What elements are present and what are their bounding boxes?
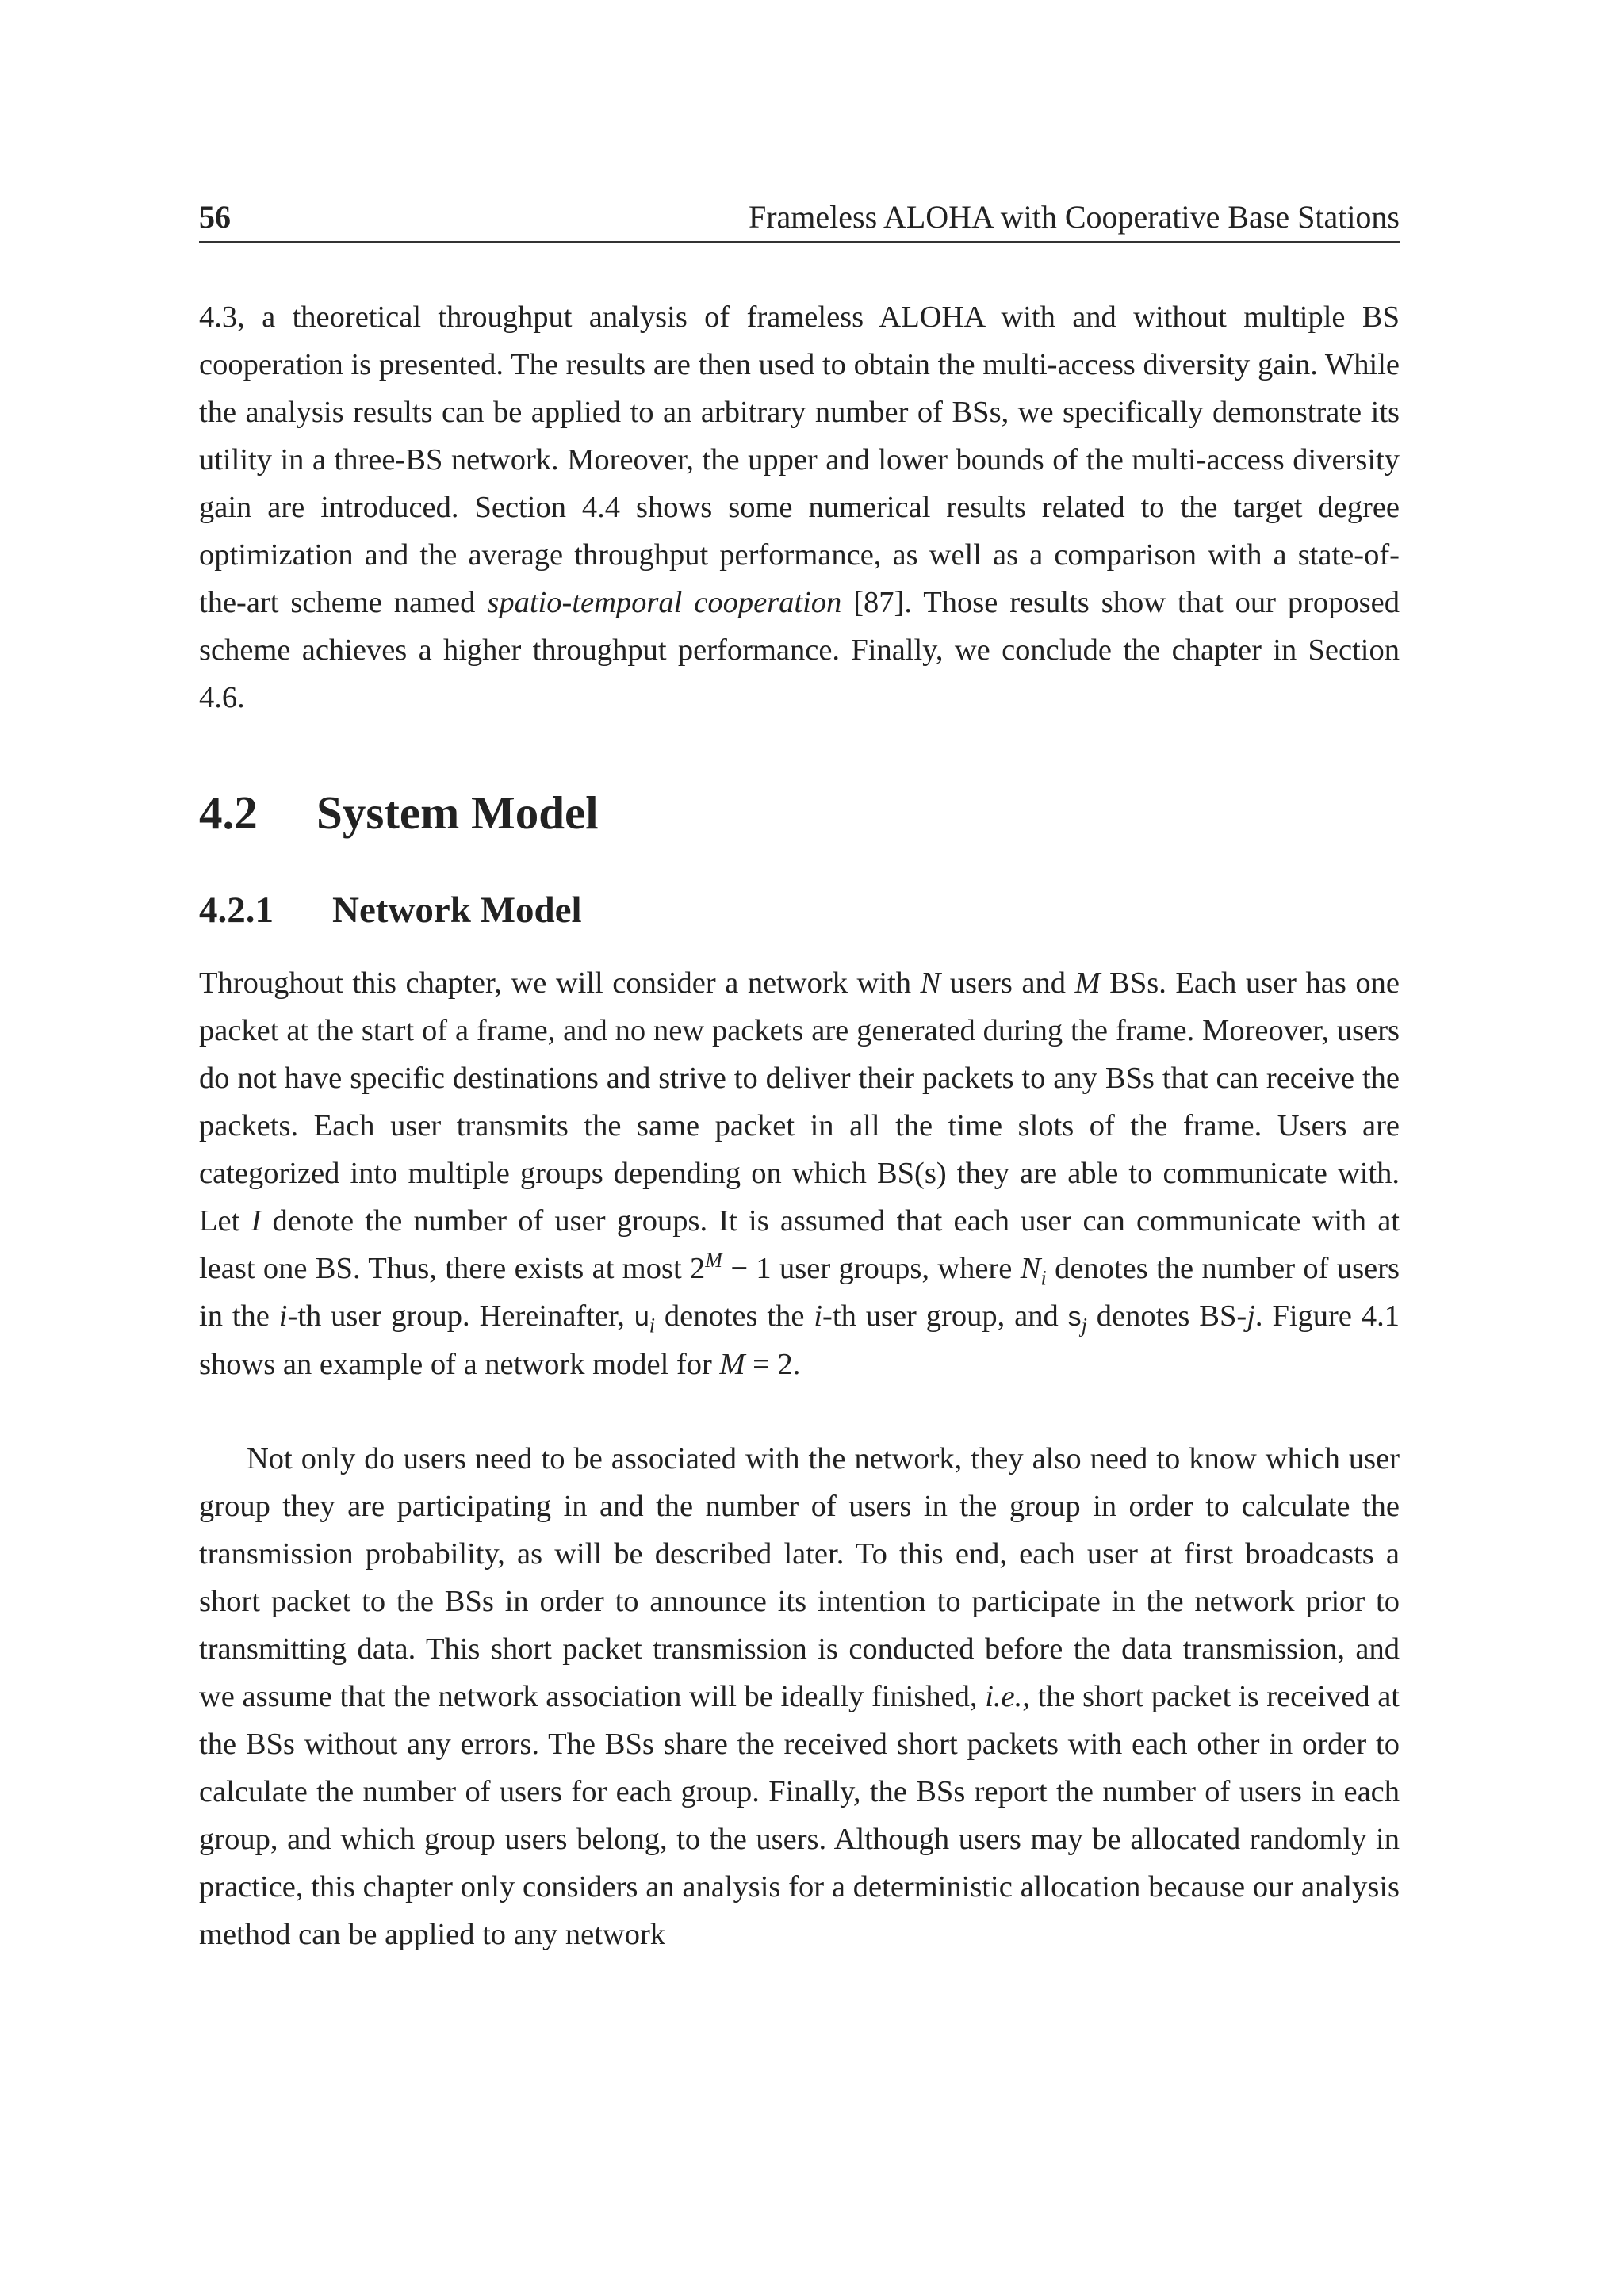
intro-text-1: 4.3, a theoretical throughput analysis of frameless ALOHA with and without multiple BS cooperation is presented. The results are then used to obtain the multi-access diversity gain. While the analysis results can be applied to an arbitrary number of BSs, we specifically demonstrate its utility in a three-BS network. Moreover, the upper and lower bounds of the multi-access diversity gain are introduced. Section 4.4 shows some numerical results related to the target degree optimization and the average throughput performance, as well as a comparison with a state-of-the-art scheme named xyxy=(199,300,1400,619)
italic-abbrev: i.e. xyxy=(985,1680,1023,1713)
math-var: N xyxy=(920,966,941,1000)
intro-paragraph xyxy=(199,293,1400,721)
text-run: denote the number of user groups. It is assumed that each user can communicate with at least one BS. Thus, there exists at most 2 xyxy=(199,1204,1400,1285)
math-symbol-u: u xyxy=(634,1302,649,1332)
math-var: M xyxy=(719,1348,745,1381)
association-paragraph xyxy=(199,1435,1400,1958)
text-run: -th user group. Hereinafter, xyxy=(287,1299,634,1333)
math-symbol-s: s xyxy=(1067,1302,1082,1332)
text-run: -th user group, and xyxy=(822,1299,1068,1333)
text-run: BSs. Each user has one packet at the start of a frame, and no new packets are generated during the frame. Moreover, users do not have specific destinations and strive to deliver their packets to any BSs that can receive the packets. Each user transmits the same packet in all the time slots of the frame. Users are categorized into multiple groups depending on which BS(s) they are able to communicate with. Let xyxy=(199,966,1400,1238)
running-title: Frameless ALOHA with Cooperative Base Stations xyxy=(748,199,1400,235)
intro-italic-term: spatio-temporal cooperation xyxy=(487,586,842,619)
math-superscript: M xyxy=(705,1249,722,1272)
section-number: 4.2 xyxy=(199,786,258,839)
text-run: − 1 user groups, where xyxy=(722,1252,1021,1285)
text-run: Throughout this chapter, we will consider a network with xyxy=(199,966,921,1000)
text-run: denotes the xyxy=(654,1299,814,1333)
section-title: System Model xyxy=(316,786,599,839)
math-subscript: i xyxy=(649,1314,655,1337)
text-run: = 2. xyxy=(745,1348,801,1381)
text-run: users and xyxy=(940,966,1075,1000)
section-heading xyxy=(199,785,599,840)
math-var: j xyxy=(1247,1299,1255,1333)
page-number: 56 xyxy=(199,199,231,235)
math-var: M xyxy=(1074,966,1101,1000)
subsection-heading xyxy=(199,888,582,932)
math-subscript: j xyxy=(1081,1314,1087,1337)
text-run: , the short packet is received at the BSs without any errors. The BSs share the received short packets with each other in order to calculate the number of users for each group. Finally, the BSs report the number of users in each group, and which group users belong, to the users. Although users may be allocated randomly in practice, this chapter only considers an analysis for a deterministic allocation because our analysis method can be applied to any network xyxy=(199,1680,1400,1951)
subsection-number: 4.2.1 xyxy=(199,890,274,931)
math-var: i xyxy=(814,1299,823,1333)
intro-text-2: [87]. Those results show that our proposed scheme achieves a higher throughput performance. Finally, we conclude the chapter in Section 4.6. xyxy=(199,586,1400,714)
network-model-paragraph xyxy=(199,959,1400,1388)
text-run: denotes BS- xyxy=(1086,1299,1247,1333)
text-run: . Figure 4.1 shows an example of a network model for xyxy=(199,1299,1400,1381)
running-header xyxy=(199,198,1400,243)
math-var: i xyxy=(278,1299,288,1333)
text-run: Not only do users need to be associated with the network, they also need to know which user group they are participating in and the number of users in the group in order to calculate the transmission probability, as will be described later. To this end, each user at first broadcasts a short packet to the BSs in order to announce its intention to participate in the network prior to transmitting data. This short packet transmission is conducted before the data transmission, and we assume that the network association will be ideally finished, xyxy=(199,1442,1400,1713)
math-var: I xyxy=(251,1204,262,1238)
math-subscript: i xyxy=(1040,1266,1047,1290)
subsection-title: Network Model xyxy=(332,890,582,931)
page xyxy=(199,0,1400,2296)
text-run: denotes the number of users in the xyxy=(199,1252,1400,1333)
math-var: N xyxy=(1020,1252,1041,1285)
